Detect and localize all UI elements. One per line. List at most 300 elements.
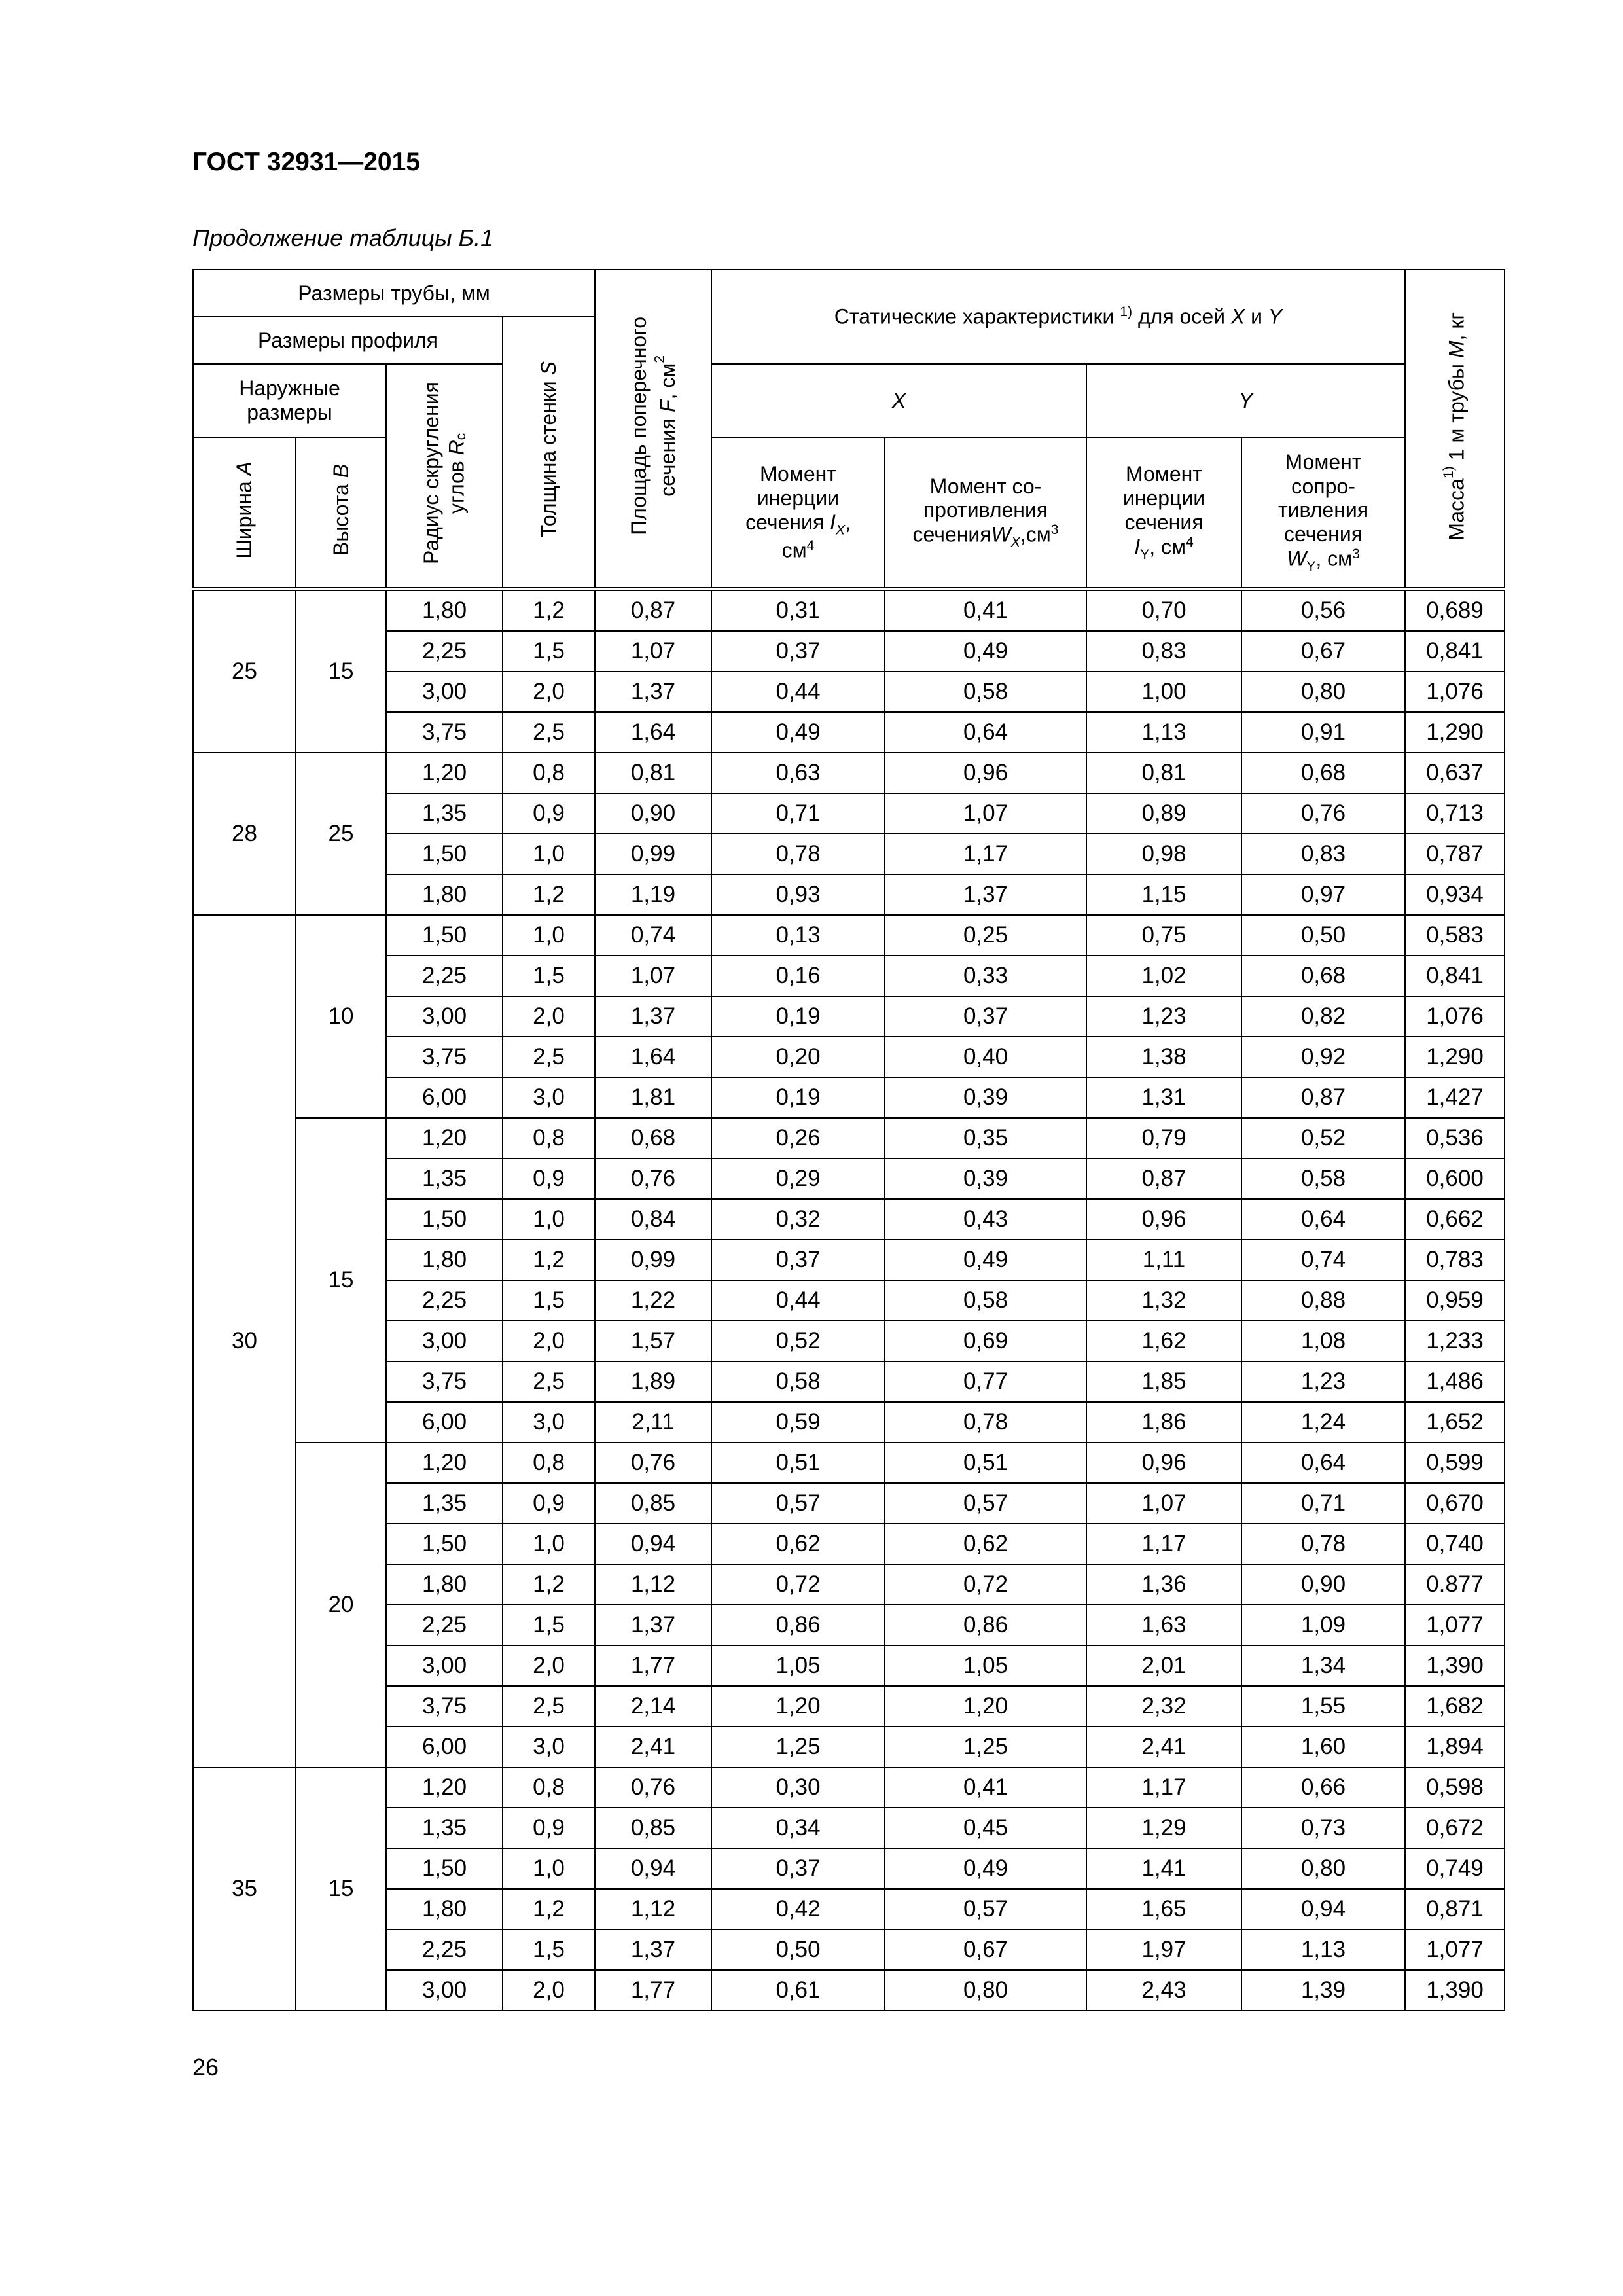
value-cell: 1,07 bbox=[595, 956, 711, 996]
table-row bbox=[193, 1929, 1505, 1970]
value-cell: 0,19 bbox=[711, 996, 885, 1037]
value-cell: 1,12 bbox=[595, 1889, 711, 1929]
value-cell: 1,09 bbox=[1241, 1605, 1405, 1645]
value-cell: 2,32 bbox=[1086, 1686, 1241, 1727]
value-cell: 0,64 bbox=[1241, 1443, 1405, 1483]
value-cell: 0,40 bbox=[885, 1037, 1086, 1077]
value-cell: 0,749 bbox=[1405, 1848, 1505, 1889]
value-cell: 2,41 bbox=[1086, 1727, 1241, 1767]
value-cell: 1,50 bbox=[386, 1199, 503, 1240]
value-cell: 1,50 bbox=[386, 915, 503, 956]
value-cell: 0,80 bbox=[1241, 672, 1405, 712]
value-cell: 1,2 bbox=[503, 874, 595, 915]
width-header: Ширина A bbox=[193, 437, 296, 589]
value-cell: 1,2 bbox=[503, 1240, 595, 1280]
value-cell: 1,80 bbox=[386, 1889, 503, 1929]
value-cell: 2,0 bbox=[503, 1970, 595, 2011]
value-cell: 6,00 bbox=[386, 1727, 503, 1767]
value-cell: 0,83 bbox=[1086, 631, 1241, 672]
value-cell: 0,51 bbox=[711, 1443, 885, 1483]
value-cell: 1,35 bbox=[386, 1483, 503, 1524]
value-cell: 0,67 bbox=[885, 1929, 1086, 1970]
value-cell: 1,32 bbox=[1086, 1280, 1241, 1321]
value-cell: 1,077 bbox=[1405, 1605, 1505, 1645]
value-cell: 0,82 bbox=[1241, 996, 1405, 1037]
value-cell: 1,0 bbox=[503, 915, 595, 956]
value-cell: 0,58 bbox=[885, 1280, 1086, 1321]
value-cell: 0,33 bbox=[885, 956, 1086, 996]
table-row bbox=[193, 1402, 1505, 1443]
value-cell: 0,37 bbox=[711, 631, 885, 672]
value-cell: 2,25 bbox=[386, 631, 503, 672]
table-row bbox=[193, 1524, 1505, 1564]
table-row bbox=[193, 874, 1505, 915]
value-cell: 0,9 bbox=[503, 1808, 595, 1848]
value-cell: 0,783 bbox=[1405, 1240, 1505, 1280]
value-cell: 1,390 bbox=[1405, 1645, 1505, 1686]
area-header: Площадь поперечного сечения F, $см^2$ bbox=[595, 270, 711, 589]
width-cell: 30 bbox=[193, 915, 296, 1767]
value-cell: 0,57 bbox=[885, 1483, 1086, 1524]
value-cell: 1,5 bbox=[503, 631, 595, 672]
value-cell: 0,79 bbox=[1086, 1118, 1241, 1158]
table-header bbox=[193, 270, 1505, 589]
value-cell: 0,44 bbox=[711, 1280, 885, 1321]
table-row bbox=[193, 1645, 1505, 1686]
value-cell: 0,689 bbox=[1405, 589, 1505, 631]
table-row bbox=[193, 1970, 1505, 2011]
value-cell: 0,72 bbox=[711, 1564, 885, 1605]
value-cell: 1,62 bbox=[1086, 1321, 1241, 1361]
value-cell: 1,2 bbox=[503, 1889, 595, 1929]
value-cell: 0,52 bbox=[711, 1321, 885, 1361]
value-cell: 0,58 bbox=[711, 1361, 885, 1402]
value-cell: 0,583 bbox=[1405, 915, 1505, 956]
value-cell: 1,0 bbox=[503, 1524, 595, 1564]
value-cell: 1,5 bbox=[503, 956, 595, 996]
table-row bbox=[193, 1848, 1505, 1889]
value-cell: 0,51 bbox=[885, 1443, 1086, 1483]
value-cell: 0,57 bbox=[885, 1889, 1086, 1929]
value-cell: 0,72 bbox=[885, 1564, 1086, 1605]
table-row bbox=[193, 1605, 1505, 1645]
value-cell: 0,871 bbox=[1405, 1889, 1505, 1929]
value-cell: 0,49 bbox=[885, 1240, 1086, 1280]
axis-y-header: Y bbox=[1086, 364, 1405, 437]
value-cell: 0,87 bbox=[595, 589, 711, 631]
value-cell: 1,97 bbox=[1086, 1929, 1241, 1970]
value-cell: 0,92 bbox=[1241, 1037, 1405, 1077]
value-cell: 0,63 bbox=[711, 753, 885, 793]
value-cell: 1,19 bbox=[595, 874, 711, 915]
value-cell: 1,20 bbox=[711, 1686, 885, 1727]
value-cell: 0,39 bbox=[885, 1158, 1086, 1199]
value-cell: 0,88 bbox=[1241, 1280, 1405, 1321]
value-cell: 1,65 bbox=[1086, 1889, 1241, 1929]
width-cell: 28 bbox=[193, 753, 296, 915]
value-cell: 0,61 bbox=[711, 1970, 885, 2011]
value-cell: 1,81 bbox=[595, 1077, 711, 1118]
value-cell: 0,9 bbox=[503, 793, 595, 834]
value-cell: 0,89 bbox=[1086, 793, 1241, 834]
value-cell: 1,35 bbox=[386, 1808, 503, 1848]
value-cell: 0,94 bbox=[1241, 1889, 1405, 1929]
table-row bbox=[193, 1483, 1505, 1524]
value-cell: 1,50 bbox=[386, 1848, 503, 1889]
value-cell: 0,19 bbox=[711, 1077, 885, 1118]
value-cell: 0,91 bbox=[1241, 712, 1405, 753]
table-row bbox=[193, 1037, 1505, 1077]
value-cell: 3,75 bbox=[386, 1686, 503, 1727]
value-cell: 0,713 bbox=[1405, 793, 1505, 834]
value-cell: 1,07 bbox=[1086, 1483, 1241, 1524]
value-cell: 0,96 bbox=[1086, 1199, 1241, 1240]
value-cell: 2,5 bbox=[503, 1686, 595, 1727]
table-row bbox=[193, 1280, 1505, 1321]
value-cell: 0,41 bbox=[885, 1767, 1086, 1808]
table-row bbox=[193, 1767, 1505, 1808]
table-row bbox=[193, 1077, 1505, 1118]
value-cell: 0,35 bbox=[885, 1118, 1086, 1158]
value-cell: 1,2 bbox=[503, 589, 595, 631]
value-cell: 0,81 bbox=[595, 753, 711, 793]
value-cell: 0,16 bbox=[711, 956, 885, 996]
value-cell: 0,77 bbox=[885, 1361, 1086, 1402]
value-cell: 3,00 bbox=[386, 1970, 503, 2011]
value-cell: 0,662 bbox=[1405, 1199, 1505, 1240]
value-cell: 0,45 bbox=[885, 1808, 1086, 1848]
value-cell: 0,84 bbox=[595, 1199, 711, 1240]
value-cell: 1,12 bbox=[595, 1564, 711, 1605]
table-row bbox=[193, 1321, 1505, 1361]
table-row bbox=[193, 1361, 1505, 1402]
table-row bbox=[193, 1889, 1505, 1929]
value-cell: 0,86 bbox=[711, 1605, 885, 1645]
value-cell: 1,63 bbox=[1086, 1605, 1241, 1645]
value-cell: 0,96 bbox=[885, 753, 1086, 793]
value-cell: 0,58 bbox=[1241, 1158, 1405, 1199]
value-cell: 0,37 bbox=[711, 1240, 885, 1280]
value-cell: 0,600 bbox=[1405, 1158, 1505, 1199]
height-cell: 25 bbox=[296, 753, 386, 915]
value-cell: 0,98 bbox=[1086, 834, 1241, 874]
value-cell: 1,24 bbox=[1241, 1402, 1405, 1443]
table-row bbox=[193, 1443, 1505, 1483]
value-cell: 2,01 bbox=[1086, 1645, 1241, 1686]
table-row bbox=[193, 1808, 1505, 1848]
table-row bbox=[193, 1199, 1505, 1240]
value-cell: 0,94 bbox=[595, 1524, 711, 1564]
value-cell: 3,00 bbox=[386, 1321, 503, 1361]
value-cell: 1,38 bbox=[1086, 1037, 1241, 1077]
value-cell: 1,486 bbox=[1405, 1361, 1505, 1402]
value-cell: 0,25 bbox=[885, 915, 1086, 956]
value-cell: 1,20 bbox=[885, 1686, 1086, 1727]
value-cell: 0,71 bbox=[1241, 1483, 1405, 1524]
value-cell: 1,17 bbox=[1086, 1767, 1241, 1808]
value-cell: 1,35 bbox=[386, 1158, 503, 1199]
value-cell: 1,23 bbox=[1241, 1361, 1405, 1402]
value-cell: 1,390 bbox=[1405, 1970, 1505, 2011]
value-cell: 0,9 bbox=[503, 1483, 595, 1524]
value-cell: 1,894 bbox=[1405, 1727, 1505, 1767]
value-cell: 2,25 bbox=[386, 1605, 503, 1645]
value-cell: 0,94 bbox=[595, 1848, 711, 1889]
value-cell: 3,00 bbox=[386, 996, 503, 1037]
value-cell: 0,76 bbox=[595, 1158, 711, 1199]
value-cell: 1,5 bbox=[503, 1929, 595, 1970]
value-cell: 6,00 bbox=[386, 1402, 503, 1443]
value-cell: 0,9 bbox=[503, 1158, 595, 1199]
value-cell: 1,290 bbox=[1405, 712, 1505, 753]
value-cell: 6,00 bbox=[386, 1077, 503, 1118]
table-row bbox=[193, 753, 1505, 793]
value-cell: 3,00 bbox=[386, 1645, 503, 1686]
value-cell: 0,76 bbox=[1241, 793, 1405, 834]
value-cell: 1,57 bbox=[595, 1321, 711, 1361]
value-cell: 1,60 bbox=[1241, 1727, 1405, 1767]
value-cell: 1,13 bbox=[1241, 1929, 1405, 1970]
value-cell: 1,80 bbox=[386, 1564, 503, 1605]
value-cell: 2,5 bbox=[503, 712, 595, 753]
pipe-sizes-header: Размеры трубы, мм bbox=[193, 270, 595, 317]
table-row bbox=[193, 996, 1505, 1037]
value-cell: 1,77 bbox=[595, 1970, 711, 2011]
value-cell: 0,20 bbox=[711, 1037, 885, 1077]
value-cell: 1,77 bbox=[595, 1645, 711, 1686]
corner-radius-header: Радиус скругления углов $R_c$ bbox=[386, 364, 503, 589]
value-cell: 0,87 bbox=[1086, 1158, 1241, 1199]
value-cell: 0,39 bbox=[885, 1077, 1086, 1118]
width-cell: 35 bbox=[193, 1767, 296, 2011]
value-cell: 0,740 bbox=[1405, 1524, 1505, 1564]
value-cell: 0,52 bbox=[1241, 1118, 1405, 1158]
value-cell: 0,637 bbox=[1405, 753, 1505, 793]
wall-thickness-header: Толщина стенки S bbox=[503, 317, 595, 589]
value-cell: 0,31 bbox=[711, 589, 885, 631]
value-cell: 0,32 bbox=[711, 1199, 885, 1240]
value-cell: 1,39 bbox=[1241, 1970, 1405, 2011]
table-row bbox=[193, 1564, 1505, 1605]
value-cell: 0,59 bbox=[711, 1402, 885, 1443]
value-cell: 0,37 bbox=[711, 1848, 885, 1889]
value-cell: 0,50 bbox=[711, 1929, 885, 1970]
value-cell: 1,25 bbox=[711, 1727, 885, 1767]
value-cell: 0,68 bbox=[1241, 956, 1405, 996]
value-cell: 0,78 bbox=[885, 1402, 1086, 1443]
value-cell: 0,81 bbox=[1086, 753, 1241, 793]
value-cell: 0,93 bbox=[711, 874, 885, 915]
value-cell: 1,50 bbox=[386, 1524, 503, 1564]
height-cell: 10 bbox=[296, 915, 386, 1118]
table-row bbox=[193, 1727, 1505, 1767]
height-cell: 20 bbox=[296, 1443, 386, 1767]
inertia-x-header: Момент инерции сечения $I_X$, $см^4$ bbox=[711, 437, 885, 589]
value-cell: 3,00 bbox=[386, 672, 503, 712]
resistance-y-header: Момент сопро- тивления сечения $W_Y$, $см^3$ bbox=[1241, 437, 1405, 589]
value-cell: 1,290 bbox=[1405, 1037, 1505, 1077]
table-row bbox=[193, 834, 1505, 874]
value-cell: 0,787 bbox=[1405, 834, 1505, 874]
value-cell: 1,64 bbox=[595, 1037, 711, 1077]
value-cell: 2,0 bbox=[503, 996, 595, 1037]
value-cell: 0,90 bbox=[1241, 1564, 1405, 1605]
value-cell: 1,077 bbox=[1405, 1929, 1505, 1970]
value-cell: 1,86 bbox=[1086, 1402, 1241, 1443]
table-row bbox=[193, 793, 1505, 834]
value-cell: 0,85 bbox=[595, 1808, 711, 1848]
value-cell: 1,23 bbox=[1086, 996, 1241, 1037]
table-row bbox=[193, 631, 1505, 672]
value-cell: 0,8 bbox=[503, 1443, 595, 1483]
value-cell: 1,05 bbox=[711, 1645, 885, 1686]
value-cell: 0,57 bbox=[711, 1483, 885, 1524]
value-cell: 2,25 bbox=[386, 956, 503, 996]
value-cell: 1,08 bbox=[1241, 1321, 1405, 1361]
value-cell: 0,76 bbox=[595, 1443, 711, 1483]
value-cell: 1,0 bbox=[503, 834, 595, 874]
value-cell: 1,20 bbox=[386, 1118, 503, 1158]
value-cell: 1,0 bbox=[503, 1848, 595, 1889]
value-cell: 0,66 bbox=[1241, 1767, 1405, 1808]
value-cell: 0,599 bbox=[1405, 1443, 1505, 1483]
value-cell: 1,37 bbox=[595, 672, 711, 712]
value-cell: 0,87 bbox=[1241, 1077, 1405, 1118]
value-cell: 0,841 bbox=[1405, 956, 1505, 996]
value-cell: 1,07 bbox=[595, 631, 711, 672]
outer-sizes-header: Наружные размеры bbox=[193, 364, 386, 437]
value-cell: 2,5 bbox=[503, 1361, 595, 1402]
value-cell: 0,44 bbox=[711, 672, 885, 712]
value-cell: 0,73 bbox=[1241, 1808, 1405, 1848]
table-row bbox=[193, 915, 1505, 956]
value-cell: 0,62 bbox=[711, 1524, 885, 1564]
value-cell: 1,37 bbox=[885, 874, 1086, 915]
value-cell: 1,80 bbox=[386, 874, 503, 915]
value-cell: 0,70 bbox=[1086, 589, 1241, 631]
value-cell: 1,36 bbox=[1086, 1564, 1241, 1605]
profile-sizes-header: Размеры профиля bbox=[193, 317, 503, 364]
value-cell: 0,934 bbox=[1405, 874, 1505, 915]
value-cell: 0,49 bbox=[885, 631, 1086, 672]
value-cell: 1,35 bbox=[386, 793, 503, 834]
height-cell: 15 bbox=[296, 1767, 386, 2011]
value-cell: 2,0 bbox=[503, 1645, 595, 1686]
value-cell: 0,74 bbox=[1241, 1240, 1405, 1280]
value-cell: 1,89 bbox=[595, 1361, 711, 1402]
axis-x-header: X bbox=[711, 364, 1086, 437]
value-cell: 1,07 bbox=[885, 793, 1086, 834]
value-cell: 0,536 bbox=[1405, 1118, 1505, 1158]
value-cell: 1,25 bbox=[885, 1727, 1086, 1767]
value-cell: 0,80 bbox=[1241, 1848, 1405, 1889]
value-cell: 0,83 bbox=[1241, 834, 1405, 874]
inertia-y-header: Момент инерции сечения $I_Y$, $см^4$ bbox=[1086, 437, 1241, 589]
table-row bbox=[193, 1686, 1505, 1727]
height-header: Высота B bbox=[296, 437, 386, 589]
value-cell: 1,427 bbox=[1405, 1077, 1505, 1118]
height-cell: 15 bbox=[296, 1118, 386, 1443]
value-cell: 0,49 bbox=[711, 712, 885, 753]
value-cell: 1,076 bbox=[1405, 672, 1505, 712]
value-cell: 0,37 bbox=[885, 996, 1086, 1037]
value-cell: 0,78 bbox=[711, 834, 885, 874]
value-cell: 1,37 bbox=[595, 1605, 711, 1645]
value-cell: 2,43 bbox=[1086, 1970, 1241, 2011]
table-row bbox=[193, 1240, 1505, 1280]
static-characteristics-header: Статические характеристики $^{1)}$ для осей X и Y bbox=[711, 270, 1405, 364]
value-cell: 1,00 bbox=[1086, 672, 1241, 712]
value-cell: 0,78 bbox=[1241, 1524, 1405, 1564]
value-cell: 0,841 bbox=[1405, 631, 1505, 672]
value-cell: 0,56 bbox=[1241, 589, 1405, 631]
value-cell: 0,43 bbox=[885, 1199, 1086, 1240]
resistance-x-header: Момент со- противления $сеченияW_X,см^3$ bbox=[885, 437, 1086, 589]
value-cell: 0,71 bbox=[711, 793, 885, 834]
pipe-properties-table bbox=[192, 269, 1505, 2011]
value-cell: 2,0 bbox=[503, 672, 595, 712]
value-cell: 1,0 bbox=[503, 1199, 595, 1240]
value-cell: 0,13 bbox=[711, 915, 885, 956]
value-cell: 0,49 bbox=[885, 1848, 1086, 1889]
value-cell: 1,50 bbox=[386, 834, 503, 874]
value-cell: 0,8 bbox=[503, 753, 595, 793]
value-cell: 1,80 bbox=[386, 1240, 503, 1280]
value-cell: 1,682 bbox=[1405, 1686, 1505, 1727]
value-cell: 1,20 bbox=[386, 1443, 503, 1483]
table-continuation-caption: Продолжение таблицы Б.1 bbox=[192, 224, 494, 251]
table-row bbox=[193, 1118, 1505, 1158]
value-cell: 1,5 bbox=[503, 1605, 595, 1645]
value-cell: 0,74 bbox=[595, 915, 711, 956]
value-cell: 3,75 bbox=[386, 1037, 503, 1077]
value-cell: 0.877 bbox=[1405, 1564, 1505, 1605]
page-number: 26 bbox=[192, 2054, 219, 2081]
value-cell: 1,11 bbox=[1086, 1240, 1241, 1280]
value-cell: 1,34 bbox=[1241, 1645, 1405, 1686]
value-cell: 0,30 bbox=[711, 1767, 885, 1808]
value-cell: 1,05 bbox=[885, 1645, 1086, 1686]
value-cell: 1,17 bbox=[1086, 1524, 1241, 1564]
value-cell: 0,90 bbox=[595, 793, 711, 834]
value-cell: 1,22 bbox=[595, 1280, 711, 1321]
value-cell: 3,0 bbox=[503, 1077, 595, 1118]
value-cell: 1,37 bbox=[595, 1929, 711, 1970]
value-cell: 0,64 bbox=[1241, 1199, 1405, 1240]
table-row bbox=[193, 1158, 1505, 1199]
value-cell: 0,8 bbox=[503, 1767, 595, 1808]
value-cell: 0,97 bbox=[1241, 874, 1405, 915]
value-cell: 0,62 bbox=[885, 1524, 1086, 1564]
table-row bbox=[193, 956, 1505, 996]
document-code: ГОСТ 32931—2015 bbox=[192, 148, 420, 176]
value-cell: 0,670 bbox=[1405, 1483, 1505, 1524]
value-cell: 1,233 bbox=[1405, 1321, 1505, 1361]
value-cell: 0,76 bbox=[595, 1767, 711, 1808]
value-cell: 0,50 bbox=[1241, 915, 1405, 956]
value-cell: 1,13 bbox=[1086, 712, 1241, 753]
table-body bbox=[193, 589, 1505, 2011]
value-cell: 2,5 bbox=[503, 1037, 595, 1077]
value-cell: 2,0 bbox=[503, 1321, 595, 1361]
value-cell: 2,14 bbox=[595, 1686, 711, 1727]
value-cell: 1,41 bbox=[1086, 1848, 1241, 1889]
value-cell: 1,85 bbox=[1086, 1361, 1241, 1402]
value-cell: 3,0 bbox=[503, 1402, 595, 1443]
value-cell: 1,80 bbox=[386, 589, 503, 631]
value-cell: 0,41 bbox=[885, 589, 1086, 631]
value-cell: 0,64 bbox=[885, 712, 1086, 753]
